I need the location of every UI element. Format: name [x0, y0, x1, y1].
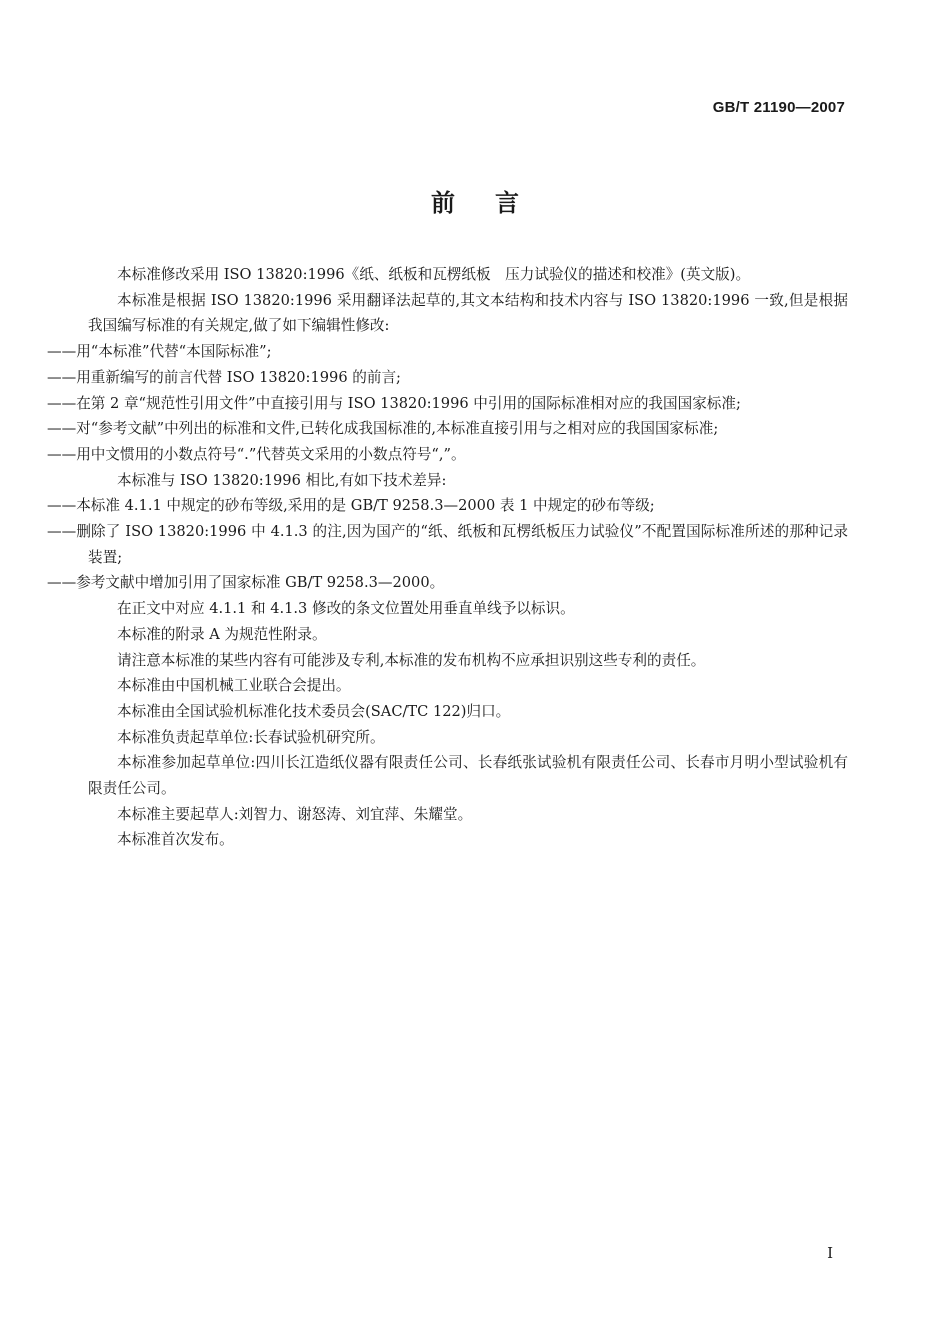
paragraph: 本标准主要起草人:刘智力、谢怒涛、刘宜萍、朱耀堂。: [117, 805, 473, 823]
list-item: ——参考文献中增加引用了国家标准 GB/T 9258.3—2000。: [47, 574, 445, 592]
list-item: ——本标准 4.1.1 中规定的砂布等级,采用的是 GB/T 9258.3—2000 表 1 中规定的砂布等级;: [47, 497, 655, 515]
paragraph: 本标准与 ISO 13820:1996 相比,有如下技术差异:: [117, 471, 447, 489]
paragraph: 本标准的附录 A 为规范性附录。: [117, 625, 327, 643]
paragraph: 在正文中对应 4.1.1 和 4.1.3 修改的条文位置处用垂直单线予以标识。: [117, 600, 575, 618]
list-item: ——用中文惯用的小数点符号“.”代替英文采用的小数点符号“,”。: [47, 445, 466, 463]
list-item: ——用“本标准”代替“本国际标准”;: [47, 343, 272, 361]
paragraph: 本标准参加起草单位:四川长江造纸仪器有限责任公司、长春纸张试验机有限责任公司、长春市月明小型试验机有限责任公司。: [88, 754, 848, 798]
paragraph: 本标准首次发布。: [117, 831, 234, 849]
foreword-body: [47, 262, 848, 853]
paragraph: 本标准是根据 ISO 13820:1996 采用翻译法起草的,其文本结构和技术内容与 ISO 13820:1996 一致,但是根据我国编写标准的有关规定,做了如下编辑性修改:: [88, 291, 848, 335]
paragraph: 本标准修改采用 ISO 13820:1996《纸、纸板和瓦楞纸板 压力试验仪的描述和校准》(英文版)。: [117, 266, 751, 283]
list-item: ——在第 2 章“规范性引用文件”中直接引用与 ISO 13820:1996 中引用的国际标准相对应的我国国家标准;: [47, 394, 741, 412]
page-title: 前言: [431, 189, 559, 217]
paragraph: 请注意本标准的某些内容有可能涉及专利,本标准的发布机构不应承担识别这些专利的责任。: [117, 651, 706, 669]
paragraph: 本标准由中国机械工业联合会提出。: [117, 677, 351, 695]
list-item: ——对“参考文献”中列出的标准和文件,已转化成我国标准的,本标准直接引用与之相对应的我国国家标准;: [47, 420, 719, 438]
list-item: ——用重新编写的前言代替 ISO 13820:1996 的前言;: [47, 368, 401, 386]
list-item: ——删除了 ISO 13820:1996 中 4.1.3 的注,因为国产的“纸、纸板和瓦楞纸板压力试验仪”不配置国际标准所述的那种记录装置;: [47, 523, 848, 566]
standard-number: GB/T 21190—2007: [712, 99, 845, 116]
paragraph: 本标准由全国试验机标准化技术委员会(SAC/TC 122)归口。: [117, 702, 511, 720]
paragraph: 本标准负责起草单位:长春试验机研究所。: [117, 728, 385, 746]
page-number: I: [827, 1244, 833, 1262]
